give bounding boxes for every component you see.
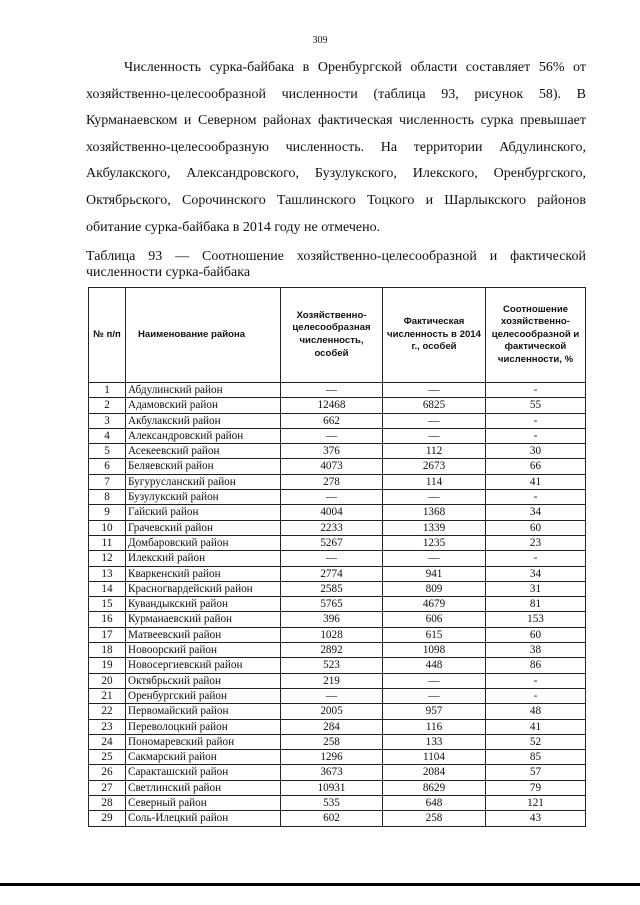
cell-num: 27	[89, 780, 126, 795]
table-row	[89, 627, 586, 642]
cell-actual: 1339	[383, 520, 486, 535]
cell-num: 7	[89, 474, 126, 489]
table-row	[89, 612, 586, 627]
cell-target: 12468	[281, 398, 383, 413]
cell-target: 5765	[281, 597, 383, 612]
cell-ratio: -	[486, 673, 586, 688]
data-table	[88, 287, 586, 827]
cell-num: 17	[89, 627, 126, 642]
cell-ratio: 79	[486, 780, 586, 795]
table-row	[89, 597, 586, 612]
cell-target: —	[281, 490, 383, 505]
cell-name: Александровский район	[126, 428, 281, 443]
cell-name: Домбаровский район	[126, 535, 281, 550]
cell-num: 24	[89, 734, 126, 749]
cell-ratio: 57	[486, 765, 586, 780]
cell-ratio: 34	[486, 505, 586, 520]
cell-target: 2892	[281, 643, 383, 658]
cell-target: 4073	[281, 459, 383, 474]
cell-target: 3673	[281, 765, 383, 780]
cell-target: 2774	[281, 566, 383, 581]
cell-target: 5267	[281, 535, 383, 550]
table-row	[89, 796, 586, 811]
header-actual: Фактическая численность в 2014 г., особей	[383, 288, 486, 383]
cell-ratio: -	[486, 688, 586, 703]
cell-name: Кваркенский район	[126, 566, 281, 581]
cell-num: 13	[89, 566, 126, 581]
cell-ratio: 48	[486, 704, 586, 719]
cell-name: Курманаевский район	[126, 612, 281, 627]
bottom-rule	[0, 883, 640, 886]
cell-ratio: -	[486, 551, 586, 566]
cell-name: Новосергиевский район	[126, 658, 281, 673]
cell-actual: 133	[383, 734, 486, 749]
cell-num: 18	[89, 643, 126, 658]
cell-target: 1028	[281, 627, 383, 642]
cell-num: 11	[89, 535, 126, 550]
cell-actual: 615	[383, 627, 486, 642]
cell-target: 278	[281, 474, 383, 489]
cell-num: 28	[89, 796, 126, 811]
cell-ratio: 85	[486, 750, 586, 765]
cell-num: 9	[89, 505, 126, 520]
header-name: Наименование района	[126, 288, 281, 383]
cell-actual: 258	[383, 811, 486, 826]
cell-actual: 941	[383, 566, 486, 581]
cell-actual: 114	[383, 474, 486, 489]
cell-ratio: 34	[486, 566, 586, 581]
cell-name: Октябрьский район	[126, 673, 281, 688]
table-row	[89, 444, 586, 459]
cell-ratio: 66	[486, 459, 586, 474]
cell-ratio: 60	[486, 627, 586, 642]
body-paragraph-text: Численность сурка-байбака в Оренбургской области составляет 56% от хозяйственно-целесообразной численности (таблица 93, рисунок 58). В Курманаевском и Северном районах фактическая численность сурка превышает хозяйственно-целесообразную численность. На территории Абдулинского, Акбулакского, Александровского, Бузулукского, Илекского, Оренбургского, Октябрьского, Сорочинского Ташлинского Тоцкого и Шарлыкского районов обитание сурка-байбака в 2014 году не отмечено.	[86, 60, 586, 235]
cell-ratio: -	[486, 490, 586, 505]
cell-name: Пономаревский район	[126, 734, 281, 749]
cell-actual: 4679	[383, 597, 486, 612]
cell-name: Адамовский район	[126, 398, 281, 413]
table-row	[89, 673, 586, 688]
cell-target: 376	[281, 444, 383, 459]
cell-name: Бузулукский район	[126, 490, 281, 505]
cell-num: 3	[89, 413, 126, 428]
cell-target: —	[281, 688, 383, 703]
table-row	[89, 383, 586, 398]
table-row	[89, 566, 586, 581]
table-row	[89, 398, 586, 413]
cell-actual: 1098	[383, 643, 486, 658]
table-row	[89, 428, 586, 443]
cell-actual: 1235	[383, 535, 486, 550]
cell-num: 22	[89, 704, 126, 719]
cell-ratio: 60	[486, 520, 586, 535]
cell-name: Северный район	[126, 796, 281, 811]
table-row	[89, 490, 586, 505]
table-row	[89, 811, 586, 826]
cell-actual: 2673	[383, 459, 486, 474]
cell-ratio: 121	[486, 796, 586, 811]
table-row	[89, 643, 586, 658]
table-row	[89, 535, 586, 550]
cell-target: 523	[281, 658, 383, 673]
cell-target: 2233	[281, 520, 383, 535]
table-row	[89, 688, 586, 703]
cell-name: Илекский район	[126, 551, 281, 566]
cell-target: 1296	[281, 750, 383, 765]
cell-actual: —	[383, 428, 486, 443]
cell-target: 4004	[281, 505, 383, 520]
table-row	[89, 765, 586, 780]
cell-target: 2585	[281, 581, 383, 596]
table-row	[89, 750, 586, 765]
cell-num: 10	[89, 520, 126, 535]
cell-num: 25	[89, 750, 126, 765]
cell-ratio: 30	[486, 444, 586, 459]
cell-ratio: -	[486, 383, 586, 398]
cell-actual: 1368	[383, 505, 486, 520]
cell-ratio: 86	[486, 658, 586, 673]
cell-actual: 1104	[383, 750, 486, 765]
cell-target: —	[281, 383, 383, 398]
cell-name: Бугурусланский район	[126, 474, 281, 489]
table-row	[89, 704, 586, 719]
cell-actual: —	[383, 490, 486, 505]
cell-num: 23	[89, 719, 126, 734]
cell-actual: 957	[383, 704, 486, 719]
table-row	[89, 459, 586, 474]
cell-actual: 112	[383, 444, 486, 459]
table-row	[89, 658, 586, 673]
cell-num: 26	[89, 765, 126, 780]
cell-target: 602	[281, 811, 383, 826]
cell-name: Гайский район	[126, 505, 281, 520]
cell-name: Соль-Илецкий район	[126, 811, 281, 826]
cell-ratio: 55	[486, 398, 586, 413]
cell-ratio: 81	[486, 597, 586, 612]
cell-actual: 648	[383, 796, 486, 811]
cell-num: 29	[89, 811, 126, 826]
cell-target: 219	[281, 673, 383, 688]
cell-num: 21	[89, 688, 126, 703]
cell-target: 284	[281, 719, 383, 734]
cell-target: 10931	[281, 780, 383, 795]
table-row	[89, 551, 586, 566]
table-row	[89, 520, 586, 535]
cell-name: Светлинский район	[126, 780, 281, 795]
cell-num: 5	[89, 444, 126, 459]
cell-target: —	[281, 428, 383, 443]
cell-num: 8	[89, 490, 126, 505]
cell-num: 2	[89, 398, 126, 413]
cell-ratio: 43	[486, 811, 586, 826]
header-ratio: Соотношение хозяйственно-целесообразной и фактической численности, %	[486, 288, 586, 383]
table-row	[89, 780, 586, 795]
cell-ratio: 38	[486, 643, 586, 658]
cell-num: 16	[89, 612, 126, 627]
cell-name: Кувандыкский район	[126, 597, 281, 612]
cell-num: 6	[89, 459, 126, 474]
cell-name: Грачевский район	[126, 520, 281, 535]
cell-num: 20	[89, 673, 126, 688]
cell-actual: 606	[383, 612, 486, 627]
cell-name: Сакмарский район	[126, 750, 281, 765]
cell-ratio: 153	[486, 612, 586, 627]
cell-name: Саракташский район	[126, 765, 281, 780]
cell-actual: 116	[383, 719, 486, 734]
cell-num: 14	[89, 581, 126, 596]
cell-target: —	[281, 551, 383, 566]
cell-actual: 6825	[383, 398, 486, 413]
cell-name: Акбулакский район	[126, 413, 281, 428]
cell-name: Новоорский район	[126, 643, 281, 658]
table-row	[89, 474, 586, 489]
cell-name: Абдулинский район	[126, 383, 281, 398]
cell-num: 15	[89, 597, 126, 612]
cell-actual: 448	[383, 658, 486, 673]
page-number: 309	[312, 35, 328, 46]
cell-name: Первомайский район	[126, 704, 281, 719]
cell-num: 19	[89, 658, 126, 673]
cell-name: Переволоцкий район	[126, 719, 281, 734]
table-body	[89, 383, 586, 827]
cell-target: 396	[281, 612, 383, 627]
body-paragraph	[86, 55, 586, 241]
cell-name: Асекеевский район	[126, 444, 281, 459]
table-row	[89, 719, 586, 734]
cell-num: 1	[89, 383, 126, 398]
cell-name: Матвеевский район	[126, 627, 281, 642]
table-row	[89, 581, 586, 596]
cell-name: Беляевский район	[126, 459, 281, 474]
cell-target: 258	[281, 734, 383, 749]
cell-num: 12	[89, 551, 126, 566]
header-num: № п/п	[89, 288, 126, 383]
cell-ratio: -	[486, 428, 586, 443]
cell-actual: —	[383, 383, 486, 398]
table-row	[89, 734, 586, 749]
cell-ratio: 41	[486, 474, 586, 489]
table-row	[89, 505, 586, 520]
cell-actual: —	[383, 413, 486, 428]
table-caption: Таблица 93 — Соотношение хозяйственно-целесообразной и фактической численности сурка-байбака	[86, 249, 586, 280]
cell-actual: 2084	[383, 765, 486, 780]
cell-ratio: 23	[486, 535, 586, 550]
cell-ratio: 31	[486, 581, 586, 596]
cell-target: 535	[281, 796, 383, 811]
cell-num: 4	[89, 428, 126, 443]
cell-actual: 809	[383, 581, 486, 596]
cell-ratio: -	[486, 413, 586, 428]
cell-actual: —	[383, 673, 486, 688]
cell-ratio: 52	[486, 734, 586, 749]
cell-ratio: 41	[486, 719, 586, 734]
header-target: Хозяйственно-целесообразная численность, особей	[281, 288, 383, 383]
cell-name: Красногвардейский район	[126, 581, 281, 596]
table-row	[89, 413, 586, 428]
cell-name: Оренбургский район	[126, 688, 281, 703]
cell-actual: —	[383, 688, 486, 703]
cell-actual: 8629	[383, 780, 486, 795]
table-header-row	[89, 288, 586, 383]
cell-target: 2005	[281, 704, 383, 719]
cell-target: 662	[281, 413, 383, 428]
cell-actual: —	[383, 551, 486, 566]
